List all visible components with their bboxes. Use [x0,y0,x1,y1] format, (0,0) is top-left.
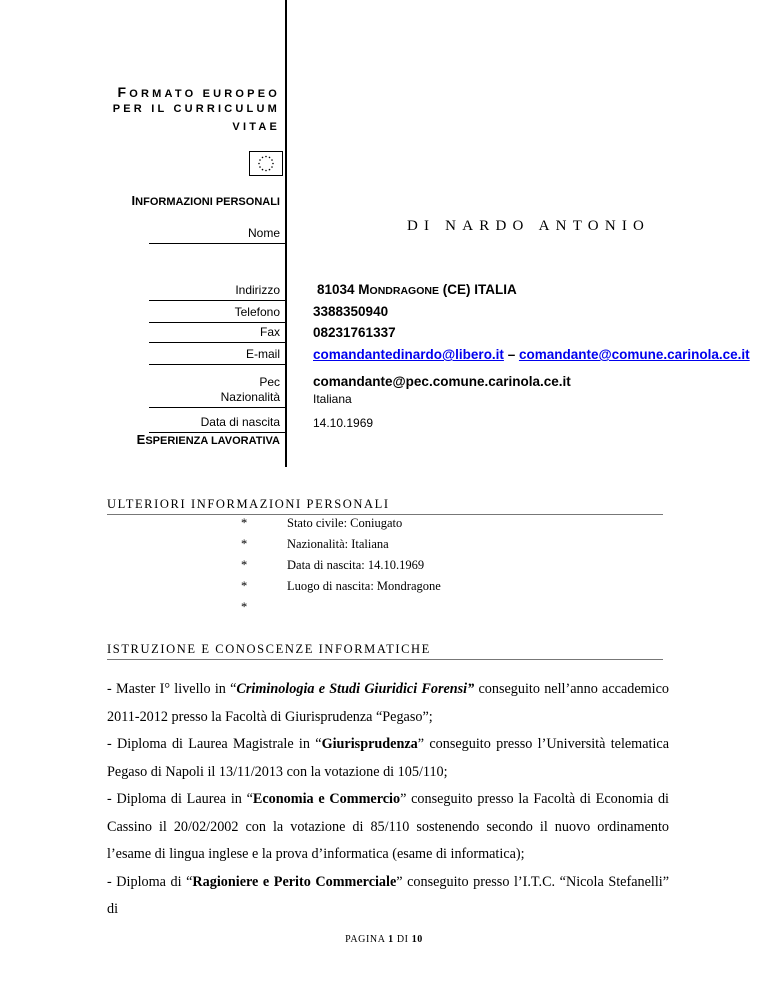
list-item: Data di nascita: 14.10.1969 [287,558,425,572]
phone-label: Telefono [234,305,280,319]
education-item-economics-degree: - Diploma di Laurea in “Economia e Commercio” conseguito presso la Facoltà di Economia di Cassino il 20/02/2002 con la votazione di 85/110 sostenendo secondo il nuovo ordinamento l’esame di lingua inglese e la prova d’informatica (esame di informatica); [107,791,669,862]
person-name: DI NARDO ANTONIO [407,218,651,234]
education-item-law-degree: - Diploma di Laurea Magistrale in “Giurisprudenza” conseguito presso l’Università telematica Pegaso di Napoli il 13/11/2013 con la votazione di 105/110; [107,736,669,780]
experience-heading: ESPERIENZA LAVORATIVA [136,432,280,447]
email-label: E-mail [245,347,280,361]
email-link-secondary[interactable]: comandante@comune.carinola.ce.it [518,347,750,362]
phone-value: 3388350940 [313,304,389,319]
bullet-mark: * [241,516,248,530]
birthdate-value: 14.10.1969 [313,416,374,430]
fax-label: Fax [259,325,280,339]
pec-label: Pec [259,375,280,389]
address-value: 81034 MONDRAGONE (CE) ITALIA [317,282,517,297]
education-body [107,676,669,924]
list-item: Luogo di nascita: Mondragone [287,579,441,593]
bullet-mark: * [241,558,248,572]
extra-info-heading: ULTERIORI INFORMAZIONI PERSONALI [107,497,390,511]
education-item-diploma: - Diploma di “Ragioniere e Perito Commerciale” conseguito presso l’I.T.C. “Nicola Stefanelli” di [107,873,670,917]
personal-info-heading: INFORMAZIONI PERSONALI [131,193,280,208]
pec-value: comandante@pec.comune.carinola.ce.it [313,374,571,389]
label-underline [149,407,285,408]
birthdate-label: Data di nascita [200,415,280,429]
label-underline [149,322,285,323]
nationality-value: Italiana [313,392,352,406]
cv-format-title-line1: FORMATO EUROPEO [117,84,280,100]
eu-flag-icon [249,151,283,176]
bullet-mark: * [241,537,248,551]
page-footer: PAGINA 1 DI 10 [345,934,423,945]
name-label: Nome [247,226,280,240]
bullet-mark: * [241,600,248,614]
section-rule [107,659,663,660]
email-value: comandantedinardo@libero.it – comandante@comune.carinola.ce.it [313,347,750,362]
label-underline [149,243,285,244]
list-item: Nazionalità: Italiana [287,537,389,551]
education-heading: ISTRUZIONE E CONOSCENZE INFORMATICHE [107,642,431,656]
fax-value: 08231761337 [313,325,396,340]
header-divider-line [285,0,287,467]
label-underline [149,300,285,301]
label-underline [149,364,285,365]
section-rule [107,514,663,515]
nationality-label: Nazionalità [220,390,280,404]
label-underline [149,342,285,343]
cv-format-title-line2: PER IL CURRICULUM [112,103,280,115]
cv-format-title-line3: VITAE [232,121,280,133]
list-item: Stato civile: Coniugato [287,516,403,530]
education-item-master: - Master I° livello in “Criminologia e Studi Giuridici Forensi” conseguito nell’anno accademico 2011-2012 presso la Facoltà di Giurisprudenza “Pegaso”; [107,681,669,725]
email-link-primary[interactable]: comandantedinardo@libero.it [313,347,504,362]
address-label: Indirizzo [235,283,280,297]
bullet-mark: * [241,579,248,593]
